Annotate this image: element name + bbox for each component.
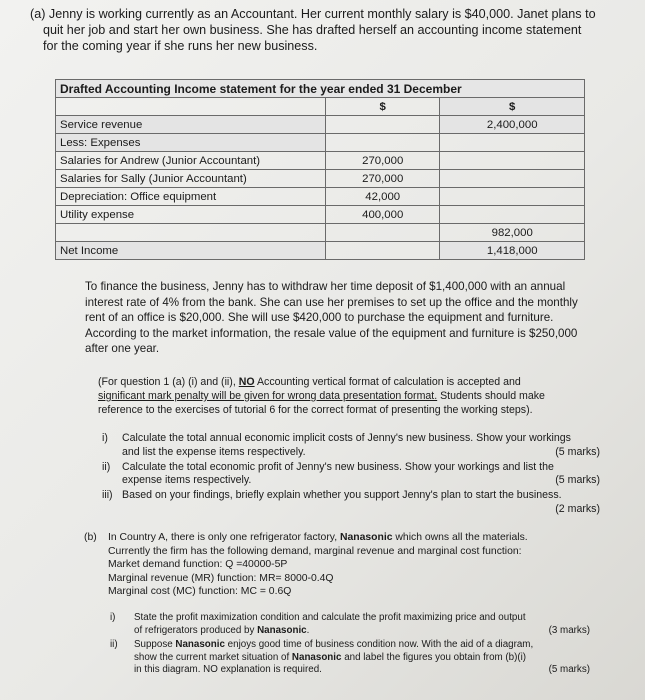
question-b-intro: (b) In Country A, there is only one refrigerator factory, Nanasonic which owns all the materials. Currently the firm has the following demand, marginal revenue and marginal cost function: Market demand function: Q =40000-5P Marginal revenue (MR) function: MR= 8000-0.4Q Marginal cost (MC) function: MC = 0.6Q	[84, 531, 604, 611]
question-b-ii: ii) Suppose Nanasonic enjoys good time of business condition now. With the aid of a diagram, show the current market situation of Nanasonic and label the figures you obtain from (b)(i) in this diagram. NO explanation is required. (5 marks)	[110, 639, 590, 676]
para-line: interest rate of 4% from the bank. She can use her premises to set up the office and the monthly	[85, 295, 578, 309]
para-line: rent of an office is $20,000. She will use $420,000 to purchase the equipment and furniture.	[85, 311, 554, 324]
question-a-i: i) Calculate the total annual economic implicit costs of Jenny's new business. Show your workings and list the expense items respectively. (5 marks)	[102, 432, 600, 458]
income-statement-table	[55, 79, 585, 260]
service-revenue-label: Service revenue	[56, 116, 326, 134]
intro-line-3: for the coming year if she runs her new business.	[43, 39, 318, 53]
less-expenses-label: Less: Expenses	[56, 134, 326, 152]
table-row	[56, 188, 585, 206]
questions-a	[100, 432, 600, 518]
expense-label: Salaries for Andrew (Junior Accountant)	[56, 152, 326, 170]
table-row	[56, 152, 585, 170]
question-a-iii: iii) Based on your findings, briefly explain whether you support Jenny's plan to start the business. (2 marks)	[102, 489, 600, 515]
less-expenses-row	[56, 134, 585, 152]
expense-amount: 400,000	[326, 206, 440, 224]
intro-line-1: (a) Jenny is working currently as an Accountant. Her current monthly salary is $40,000. Janet plans to	[30, 7, 596, 21]
statement-title-row	[56, 80, 585, 98]
no-emphasis: NO	[238, 376, 255, 388]
part-b-label: (b)	[84, 532, 97, 543]
question-a-intro	[30, 6, 630, 54]
net-income-row	[56, 242, 585, 260]
expense-label: Salaries for Sally (Junior Accountant)	[56, 170, 326, 188]
table-row	[56, 170, 585, 188]
total-expenses: 982,000	[440, 224, 585, 242]
brand-name: Nanasonic	[339, 532, 393, 543]
marks: (3 marks)	[548, 624, 590, 636]
para-line: According to the market information, the resale value of the equipment and furniture is $250,000	[85, 326, 578, 340]
demand-function: Market demand function: Q =40000-5P	[108, 559, 288, 571]
col2-currency: $	[326, 98, 440, 116]
expense-amount: 270,000	[326, 170, 440, 188]
penalty-warning: significant mark penalty will be given for wrong data presentation format.	[98, 390, 438, 402]
spacer-row	[56, 224, 585, 242]
marks: (5 marks)	[555, 474, 600, 487]
currency-row	[56, 98, 585, 116]
expense-amount: 42,000	[326, 188, 440, 206]
finance-paragraph	[85, 279, 615, 357]
expense-label: Depreciation: Office equipment	[56, 188, 326, 206]
mr-function: Marginal revenue (MR) function: MR= 8000-0.4Q	[108, 572, 334, 584]
para-line: To finance the business, Jenny has to withdraw her time deposit of $1,400,000 with an annual	[85, 280, 566, 293]
format-note: (For question 1 (a) (i) and (ii), NO Accounting vertical format of calculation is accepted and significant mark penalty will be given for wrong data presentation format. Students should make reference to the exercises of tutorial 6 for the correct format of presenting the working steps).	[98, 376, 545, 416]
question-b-i: i) State the profit maximization condition and calculate the profit maximizing price and output of refrigerators produced by Nanasonic. (3 marks)	[110, 612, 590, 636]
net-income-amount: 1,418,000	[440, 242, 585, 260]
net-income-label: Net Income	[56, 242, 326, 260]
service-revenue-row	[56, 116, 585, 134]
question-a-ii: ii) Calculate the total economic profit of Jenny's new business. Show your workings and list the expense items respectively. (5 marks)	[102, 460, 600, 487]
table-row	[56, 206, 585, 224]
expense-amount: 270,000	[326, 152, 440, 170]
para-line: after one year.	[85, 342, 160, 355]
statement-title: Drafted Accounting Income statement for the year ended 31 December	[56, 80, 585, 98]
questions-b	[110, 612, 590, 679]
intro-line-2: quit her job and start her own business. She has drafted herself an accounting income statement	[43, 23, 582, 37]
expense-label: Utility expense	[56, 206, 326, 224]
marks: (5 marks)	[548, 664, 590, 676]
service-revenue-amount: 2,400,000	[440, 116, 585, 134]
col3-currency: $	[440, 98, 585, 116]
marks: (5 marks)	[555, 445, 600, 458]
marks: (2 marks)	[555, 502, 600, 515]
mc-function: Marginal cost (MC) function: MC = 0.6Q	[108, 586, 292, 598]
